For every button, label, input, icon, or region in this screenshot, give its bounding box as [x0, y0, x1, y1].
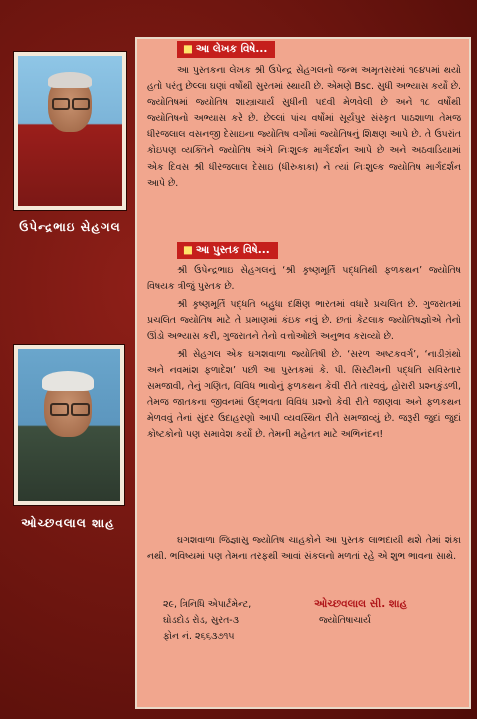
- author-photo-frame: [14, 52, 126, 210]
- signatory-name: ઓચ્છવલાલ સી. શાહ: [314, 598, 408, 610]
- about-book-paragraph-4: ઘગશવાળા જિજ્ઞાસુ જ્યોતિષ ચાહકોને આ પુસ્તક લાભદાયી થશે તેમાં શંકા નથી. ભવિષ્યમાં પણ તેમના તરફથી આવાં સંકલનો મળતાં રહે એ શુભ ભાવના સાથે.: [147, 535, 461, 563]
- reviewer-photo: [18, 349, 120, 501]
- address-line-1: ૨૯, ત્રિનિધિ એપાર્ટમેન્ટ,: [163, 599, 252, 610]
- address-line-3: ફોન નં. ૨૬૬૩૭૧૫: [163, 631, 235, 642]
- about-book-paragraph-3: શ્રી સેહગલ એક ઘગશવાળા જ્યોતિષી છે. ‘સરળ અષ્ટકવર્ગ’, ‘નાડીગ્રંથો અને નવમાંશ ફળાદેશ’ પછી આ પુસ્તકમાં કે. પી. સિસ્ટીમની પદ્ધતિ સવિસ્તાર સમજાવી, તેનું ગણિત, વિવિધ ભાવોનું ફળકથન કેવી રીતે તારવવું, હોરારી પ્રશ્નકુંડળી, તેમજ જાતકના જીવનમાં ઉદ્ભવતા વિવિધ પ્રશ્નો કેવી રીતે જાણવા અને ફળકથન મેળવવું તેનાં સુંદર ઉદાહરણો આપી વ્યવસ્થિત રીતે સમજાવ્યું છે. જરૂરી જુદાં જુદાં કોષ્ટકોનો પણ સમાવેશ કર્યો છે. તેમની મહેનત માટે અભિનંદન!: [147, 349, 461, 441]
- address-line-2: ઘોડદોડ રોડ, સુરત-૩: [163, 615, 239, 626]
- bullet-icon: ■: [183, 244, 193, 256]
- reviewer-photo-caption: ઓચ્છવલાલ શાહ: [21, 516, 115, 530]
- author-photo: [18, 56, 122, 206]
- bullet-icon: ■: [183, 43, 193, 55]
- author-photo-caption: ઉપેન્દ્રભાઇ સેહગલ: [19, 220, 121, 234]
- about-author-heading: ■ આ લેખક વિષે...: [177, 41, 275, 58]
- about-book-paragraph-1: શ્રી ઉપેન્દ્રભાઇ સેહગલનું ‘શ્રી કૃષ્ણમૂર્તિ પદ્ધતિથી ફળકથન’ જ્યોતિષ વિષયક ત્રીજું પુસ્તક છે.: [147, 265, 461, 293]
- about-author-paragraph: આ પુસ્તકના લેખક શ્રી ઉપેન્દ્ર સેહગલનો જન્મ અમૃતસરમાં ૧૯૪૫માં થયો હતો પરંતુ છેલ્લા ઘણાં વર્ષોથી સુરતમાં સ્થાયી છે. એમણે Bsc. સુધી અભ્યાસ કર્યો છે. જ્યોતિષમાં જ્યોતિષ શાસ્ત્રાચાર્ય સુધીની પદવી મેળવેલી છે અને ૧૮ વર્ષોથી જ્યોતિષનો અભ્યાસ કરે છે. છેલ્લાં પાંચ વર્ષોમાં સૂર્યપુર સંસ્કૃત પાઠશાળા તેમજ ધીરજલાલ વસનજી દેસાઇના જ્યોતિષ વર્ગોમાં જ્યોતિષનું શિક્ષણ આપે છે. તે ઉપરાંત કોઇપણ વ્યક્તિને જ્યોતિષ અંગે નિઃશુલ્ક માર્ગદર્શન આપે છે અને અઠવાડિયામાં એક દિવસ શ્રી ધીરજલાલ દેસાઇ (ધીરુકાકા) ને ત્યાં નિઃશુલ્ક જ્યોતિષ માર્ગદર્શન આપે છે.: [147, 65, 461, 189]
- address-block: [163, 597, 313, 645]
- about-book-heading: ■ આ પુસ્તક વિષે...: [177, 242, 278, 259]
- text-panel: [135, 37, 471, 709]
- reviewer-photo-frame: [14, 345, 124, 505]
- signatory-designation: જ્યોતિષાચાર્ય: [319, 615, 371, 626]
- about-book-paragraph-2: શ્રી કૃષ્ણમૂર્તિ પદ્ધતિ બહુધા દક્ષિણ ભારતમાં વધારે પ્રચલિત છે. ગુજરાતમાં પ્રચલિત જ્યોતિષ માટે તે પ્રમાણમાં કંઇક નવું છે. છતાં કેટલાક જ્યોતિષજ્ઞોએ તેનો ઊંડો અભ્યાસ કરી, ગુજરાતને તેનો વત્તોઓછો અનુભવ કરાવ્યો છે.: [147, 299, 461, 343]
